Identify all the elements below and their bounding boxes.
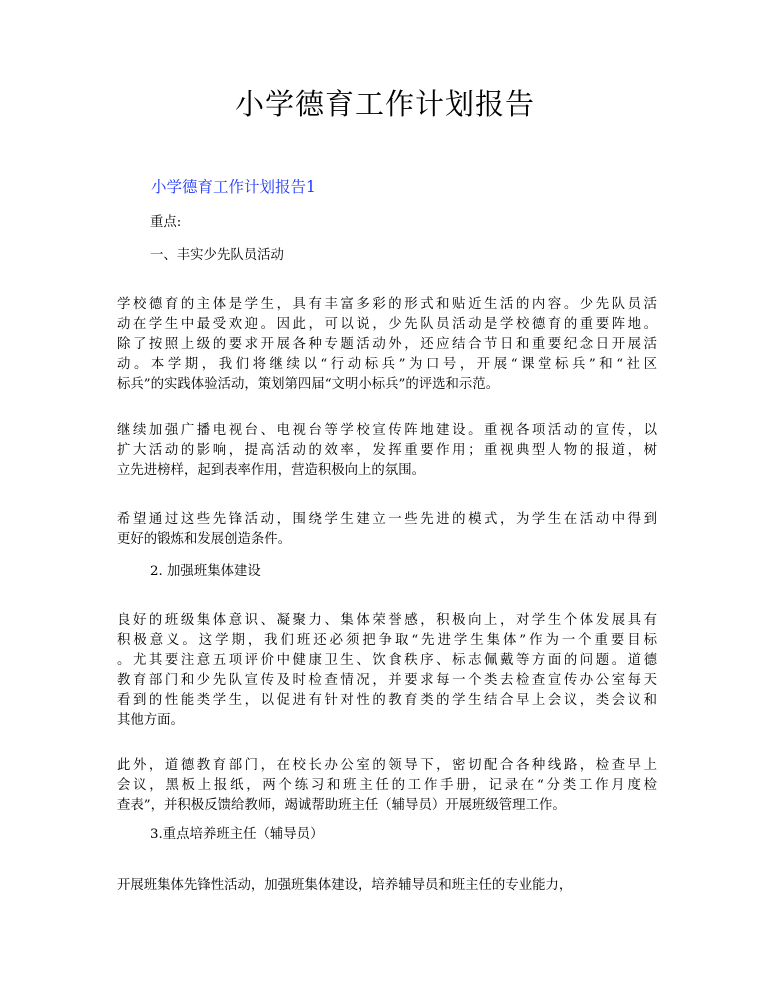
subtitle-link[interactable]: 小学德育工作计划报告1 (151, 178, 316, 196)
paragraph-line: 更好的锻炼和发展创造条件。 (117, 532, 292, 547)
paragraph-5 (117, 756, 657, 816)
paragraph-3 (117, 510, 657, 550)
paragraph-line: 开展班集体先锋性活动，加强班集体建设，培养辅导员和班主任的专业能力， (117, 878, 573, 893)
paragraph-line: 立先进榜样，起到表率作用，营造积极向上的氛围。 (117, 463, 425, 478)
section-heading-2: 2. 加强班集体建设 (150, 564, 261, 579)
paragraph-1 (117, 295, 657, 395)
paragraph-line: 教育部门和少先队宣传及时检查情况，并要求每一个类去检查宣传办公室每天 (117, 673, 657, 688)
section-heading-3: 3.重点培养班主任（辅导员） (150, 827, 324, 842)
page-title: 小学德育工作计划报告 (234, 87, 535, 121)
paragraph-line: 继续加强广播电视台、电视台等学校宣传阵地建设。重视各项活动的宣传，以 (117, 423, 657, 438)
paragraph-line: 除了按照上级的要求开展各种专题活动外，还应结合节日和重要纪念日开展活 (117, 337, 657, 352)
paragraph-line: 动在学生中最受欢迎。因此，可以说，少先队员活动是学校德育的重要阵地。 (117, 317, 657, 332)
paragraph-line: 动。本学期，我们将继续以“行动标兵”为口号，开展“课堂标兵”和“社区 (117, 357, 657, 372)
paragraph-line: 希望通过这些先锋活动，围绕学生建立一些先进的模式，为学生在活动中得到 (117, 512, 657, 527)
paragraph-line: 。尤其要注意五项评价中健康卫生、饮食秩序、标志佩戴等方面的问题。道德 (117, 653, 657, 668)
paragraph-line: 良好的班级集体意识、凝聚力、集体荣誉感，积极向上，对学生个体发展具有 (117, 613, 657, 628)
paragraph-6 (117, 876, 657, 896)
paragraph-line: 会议，黑板上报纸，两个练习和班主任的工作手册，记录在“分类工作月度检 (117, 778, 657, 793)
section-heading-1: 一、丰实少先队员活动 (150, 248, 284, 263)
paragraph-4 (117, 611, 657, 731)
paragraph-line: 其他方面。 (117, 713, 184, 728)
paragraph-line: 看到的性能类学生，以促进有针对性的教育类的学生结合早上会议，类会议和 (117, 693, 657, 708)
paragraph-line: 积极意义。这学期，我们班还必须把争取“先进学生集体”作为一个重要目标 (117, 633, 657, 648)
paragraph-line: 此外，道德教育部门，在校长办公室的领导下，密切配合各种线路，检查早上 (117, 758, 657, 773)
paragraph-line: 扩大活动的影响，提高活动的效率，发挥重要作用；重视典型人物的报道，树 (117, 443, 657, 458)
key-points-heading: 重点: (150, 215, 182, 230)
paragraph-2 (117, 421, 657, 481)
paragraph-line: 查表”，并积极反馈给教师，竭诚帮助班主任（辅导员）开展班级管理工作。 (117, 798, 566, 813)
paragraph-line: 学校德育的主体是学生，具有丰富多彩的形式和贴近生活的内容。少先队员活 (117, 297, 657, 312)
paragraph-line: 标兵”的实践体验活动，策划第四届“文明小标兵”的评选和示范。 (117, 377, 500, 392)
